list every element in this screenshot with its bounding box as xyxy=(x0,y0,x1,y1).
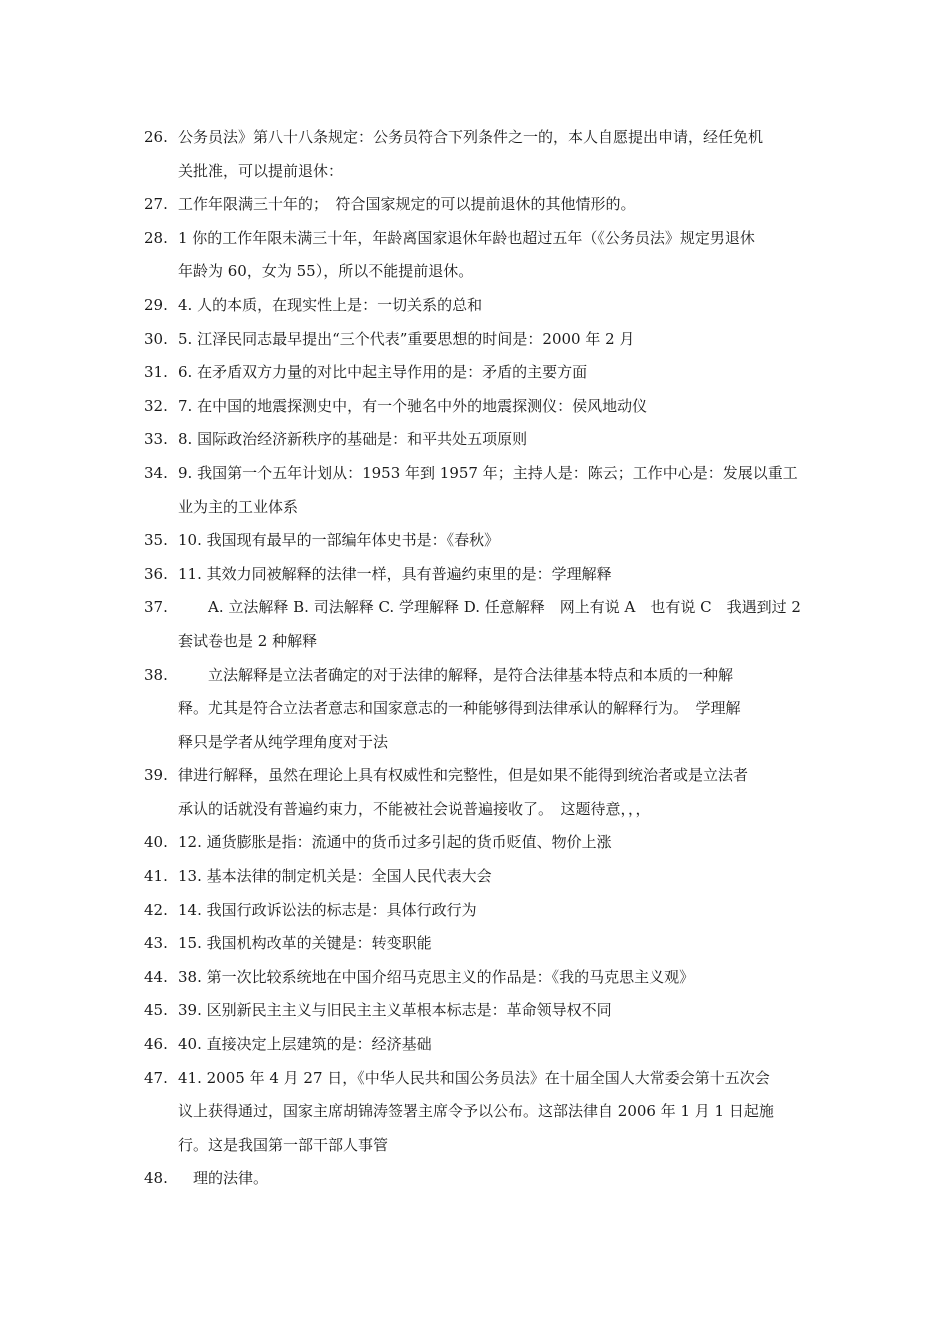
numbered-list xyxy=(144,121,809,1196)
item-number: 43. xyxy=(144,934,168,953)
list-item xyxy=(144,1162,809,1196)
item-number: 41. xyxy=(144,867,168,886)
item-number: 26. xyxy=(144,128,168,146)
item-text-line: 立法解释是立法者确定的对于法律的解释，是符合法律基本特点和本质的一种解 xyxy=(178,665,734,684)
item-number: 30. xyxy=(144,329,168,348)
item-number: 45. xyxy=(144,1001,168,1020)
list-item xyxy=(144,1062,809,1163)
item-text-line: 套试卷也是 2 种解释 xyxy=(178,631,318,650)
item-text-line: 38. 第一次比较系统地在中国介绍马克思主义的作品是：《我的马克思主义观》 xyxy=(178,967,695,986)
list-item xyxy=(144,558,809,592)
item-text-line: 41. 2005 年 4 月 27 日，《中华人民共和国公务员法》在十届全国人大常委会第十五次会 xyxy=(178,1068,770,1087)
item-text-line: 公务员法》第八十八条规定：公务员符合下列条件之一的，本人自愿提出申请，经任免机 xyxy=(178,128,764,146)
item-number: 33. xyxy=(144,430,168,449)
list-item xyxy=(144,121,809,188)
item-number: 39. xyxy=(144,766,168,785)
item-text-line: 13. 基本法律的制定机关是：全国人民代表大会 xyxy=(178,867,492,886)
item-number: 44. xyxy=(144,967,168,986)
item-text-line: 10. 我国现有最早的一部编年体史书是：《春秋》 xyxy=(178,531,500,550)
item-number: 36. xyxy=(144,564,168,583)
list-item xyxy=(144,457,809,524)
item-text-line: 6. 在矛盾双方力量的对比中起主导作用的是：矛盾的主要方面 xyxy=(178,363,588,382)
list-item xyxy=(144,323,809,357)
item-text-line: 39. 区别新民主主义与旧民主主义革根本标志是：革命领导权不同 xyxy=(178,1001,612,1020)
item-number: 37. xyxy=(144,598,168,617)
list-item xyxy=(144,961,809,995)
item-number: 47. xyxy=(144,1068,168,1087)
list-item xyxy=(144,356,809,390)
list-item xyxy=(144,524,809,558)
item-text-line: 议上获得通过，国家主席胡锦涛签署主席令予以公布。这部法律自 2006 年 1 月 1 日起施 xyxy=(178,1102,774,1121)
item-number: 35. xyxy=(144,531,168,550)
item-text-line: 1 你的工作年限未满三十年，年龄离国家退休年龄也超过五年（《公务员法》规定男退休 xyxy=(178,228,755,247)
list-item xyxy=(144,390,809,424)
item-text-line: 工作年限满三十年的； 符合国家规定的可以提前退休的其他情形的。 xyxy=(178,195,636,214)
list-item xyxy=(144,994,809,1028)
list-item xyxy=(144,423,809,457)
item-text-line: 8. 国际政治经济新秩序的基础是：和平共处五项原则 xyxy=(178,430,528,449)
item-number: 34. xyxy=(144,463,168,482)
item-number: 38. xyxy=(144,665,168,684)
list-item xyxy=(144,894,809,928)
item-text-line: 业为主的工业体系 xyxy=(178,497,299,516)
item-number: 27. xyxy=(144,195,168,214)
list-item xyxy=(144,927,809,961)
item-number: 31. xyxy=(144,363,168,382)
item-text-line: 7. 在中国的地震探测史中，有一个驰名中外的地震探测仪：侯风地动仪 xyxy=(178,396,648,415)
item-text-line: 行。这是我国第一部干部人事管 xyxy=(178,1135,389,1154)
item-number: 42. xyxy=(144,900,168,919)
item-text-line: 释只是学者从纯学理角度对于法 xyxy=(178,732,389,751)
item-text-line: 律进行解释，虽然在理论上具有权威性和完整性，但是如果不能得到统治者或是立法者 xyxy=(178,766,749,785)
item-text-line: 4. 人的本质，在现实性上是：一切关系的总和 xyxy=(178,295,483,314)
item-number: 29. xyxy=(144,295,168,314)
item-number: 46. xyxy=(144,1035,168,1054)
item-number: 28. xyxy=(144,228,168,247)
list-item xyxy=(144,659,809,760)
list-item xyxy=(144,289,809,323)
list-item xyxy=(144,1028,809,1062)
item-text-line: 40. 直接决定上层建筑的是：经济基础 xyxy=(178,1035,432,1054)
item-text-line: 年龄为 60，女为 55），所以不能提前退休。 xyxy=(178,262,474,281)
item-text-line: 5. 江泽民同志最早提出“三个代表”重要思想的时间是：2000 年 2 月 xyxy=(178,329,635,348)
item-text-line: 承认的话就没有普遍约束力，不能被社会说普遍接收了。 这题待意，，， xyxy=(178,799,651,818)
item-number: 40. xyxy=(144,833,168,852)
item-text-line: 9. 我国第一个五年计划从：1953 年到 1957 年；主持人是：陈云；工作中心是：发展以重工 xyxy=(178,463,798,482)
item-text-line: 11. 其效力同被解释的法律一样，具有普遍约束里的是：学理解释 xyxy=(178,564,612,583)
list-item xyxy=(144,759,809,826)
item-number: 32. xyxy=(144,396,168,415)
list-item xyxy=(144,591,809,658)
item-text-line: 14. 我国行政诉讼法的标志是：具体行政行为 xyxy=(178,900,477,919)
item-text-line: 释。尤其是符合立法者意志和国家意志的一种能够得到法律承认的解释行为。 学理解 xyxy=(178,699,741,718)
item-text-line: 15. 我国机构改革的关键是：转变职能 xyxy=(178,934,432,953)
item-text-line: A. 立法解释 B. 司法解释 C. 学理解释 D. 任意解释 网上有说 A 也有说 C 我遇到过 2 xyxy=(178,598,801,617)
item-text-line: 关批准，可以提前退休： xyxy=(178,161,344,180)
item-number: 48. xyxy=(144,1169,168,1188)
list-item xyxy=(144,188,809,222)
item-text-line: 12. 通货膨胀是指：流通中的货币过多引起的货币贬值、物价上涨 xyxy=(178,833,612,852)
item-text-line: 理的法律。 xyxy=(178,1169,269,1188)
list-item xyxy=(144,222,809,289)
list-item xyxy=(144,826,809,860)
list-item xyxy=(144,860,809,894)
